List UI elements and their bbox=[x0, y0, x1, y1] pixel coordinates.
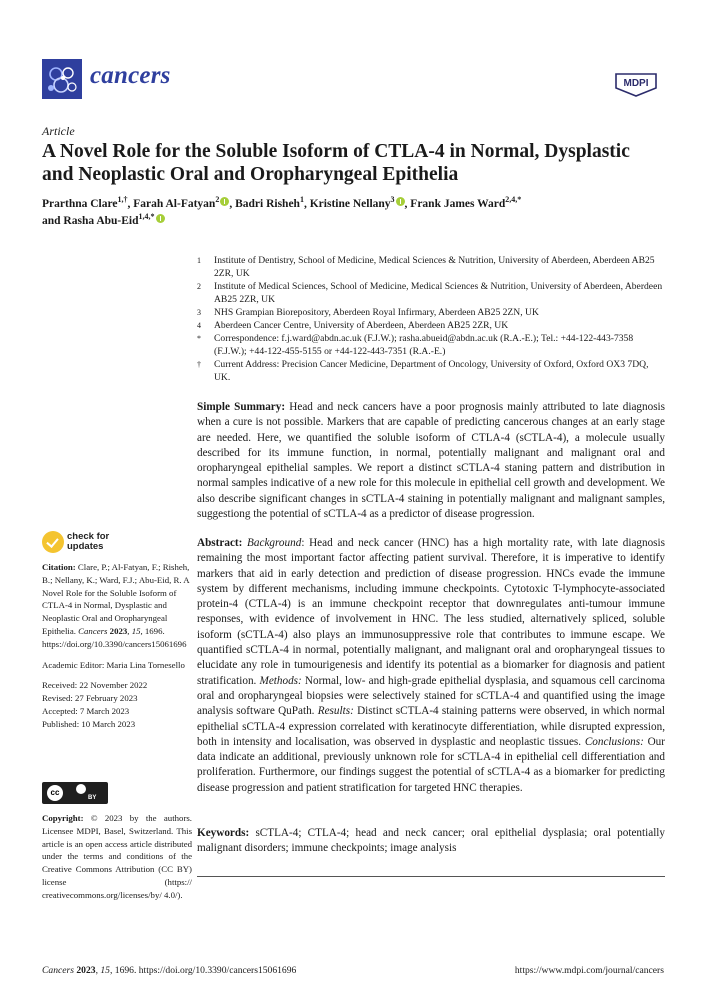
author-name: Farah Al-Fatyan bbox=[133, 198, 216, 210]
abstract-conclusions-label: Conclusions: bbox=[584, 735, 644, 748]
author-separator: , bbox=[229, 198, 236, 210]
orcid-icon[interactable] bbox=[396, 197, 405, 206]
simple-summary-label: Simple Summary: bbox=[197, 401, 286, 413]
citation-text: Clare, P.; Al-Fatyan, F.; Risheh, B.; Nellany, K.; Ward, F.J.; Abu-Eid, R. A Novel Role for the Soluble Isoform of CTLA-4 in Normal, Dysplastic and Neoplastic Oral and Oropharyngeal Epithelia. bbox=[42, 562, 190, 636]
keywords-label: Keywords: bbox=[197, 827, 250, 839]
citation-doi-link[interactable]: , 1696. https://doi.org/10.3390/cancers15061696 bbox=[42, 625, 187, 649]
mdpi-logo-text: MDPI bbox=[623, 78, 649, 89]
abstract-label: Abstract: bbox=[197, 537, 243, 549]
author-affil-sup: 1,4,* bbox=[138, 212, 155, 222]
affiliation-mark: 1 bbox=[197, 256, 201, 265]
copyright-text: © 2023 by the authors. Licensee MDPI, Basel, Switzerland. This article is an open access article distributed under the terms and conditions of the Creative Commons Attribution (CC BY) license (https:// creativecommons.org/licenses/by/ 4.0/). bbox=[42, 813, 192, 900]
author-affil-sup: 1,† bbox=[117, 195, 128, 205]
article-type: Article bbox=[42, 124, 75, 138]
author-name: Kristine Nellany bbox=[309, 198, 391, 210]
affiliation-text: Aberdeen Cancer Centre, University of Aberdeen, Aberdeen AB25 2ZR, UK bbox=[214, 320, 509, 331]
article-info-sidebar bbox=[42, 561, 192, 731]
current-address-text: Current Address: Precision Cancer Medicine, Department of Oncology, University of Oxford, Oxford OX3 7DQ, UK. bbox=[214, 359, 649, 383]
copyright-label: Copyright: bbox=[42, 813, 84, 823]
check-for-updates-button[interactable] bbox=[42, 531, 109, 553]
section-divider bbox=[197, 876, 665, 877]
affiliation-mark: 3 bbox=[197, 308, 201, 317]
journal-name: cancers bbox=[90, 62, 171, 89]
footer-doi-link[interactable]: , 1696. https://doi.org/10.3390/cancers15061696 bbox=[109, 965, 297, 976]
attribution-person-icon bbox=[76, 784, 86, 794]
mdpi-logo-icon[interactable] bbox=[612, 70, 660, 98]
article-title: A Novel Role for the Soluble Isoform of CTLA-4 in Normal, Dysplastic and Neoplastic Oral and Oropharyngeal Epithelia bbox=[42, 141, 630, 185]
simple-summary bbox=[197, 400, 665, 522]
author-separator: , bbox=[127, 198, 134, 210]
footer-year: 2023 bbox=[73, 965, 96, 976]
abstract-conclusions-text: Our data indicate an additional, previously unknown role for sCTLA-4 in epithelial cell differentiation and proliferation. Furthermore, our findings suggest the potential of sCTLA-4 as a biomarker for predicting disease progression and patient stratification for targeted HNC therapies. bbox=[197, 735, 665, 794]
keywords-text: sCTLA-4; CTLA-4; head and neck cancer; oral epithelial dysplasia; oral potentially malignant disorders; immune checkpoints; image analysis bbox=[197, 827, 666, 855]
author-name: Badri Risheh bbox=[235, 198, 300, 210]
check-updates-line2: updates bbox=[67, 541, 104, 552]
abstract-methods-label: Methods: bbox=[259, 674, 302, 687]
copyright-notice bbox=[42, 812, 192, 902]
current-address-item bbox=[197, 358, 667, 384]
check-updates-label bbox=[67, 532, 109, 552]
affiliation-mark: * bbox=[197, 334, 201, 343]
abstract bbox=[197, 536, 665, 796]
abstract-methods-text: Normal, low- and high-grade epithelial dysplasia, and squamous cell carcinoma oral and oropharyngeal biopsies were selectively stained for sCTLA-4 and quantified using the image analysis software QuPath. bbox=[197, 674, 665, 718]
citation-year: 2023 bbox=[107, 625, 128, 636]
orcid-icon[interactable] bbox=[156, 214, 165, 223]
affiliation-item bbox=[197, 319, 667, 332]
keywords bbox=[197, 826, 665, 857]
affiliation-mark: 2 bbox=[197, 282, 201, 291]
affiliation-item bbox=[197, 280, 667, 306]
author-name: and Rasha Abu-Eid bbox=[42, 215, 139, 227]
citation-journal: Cancers bbox=[78, 625, 108, 636]
author-affil-sup: 1 bbox=[299, 195, 304, 205]
footer-citation bbox=[42, 965, 296, 976]
abstract-background-label: Background bbox=[247, 537, 302, 549]
author-affil-sup: 2 bbox=[215, 195, 220, 205]
abstract-results-text: Distinct sCTLA-4 staining patterns were observed, in which normal epithelial sCTLA-4 expression correlated with keratinocyte differentiation, while disrupted expression, both in intensity and localisation, was observed in dysplastic and neoplastic tissues. bbox=[197, 705, 666, 748]
correspondence-text[interactable]: Correspondence: f.j.ward@abdn.ac.uk (F.J.W.); rasha.abueid@abdn.ac.uk (R.A.-E.); Tel.: +44-122-443-7358 (F.J.W.); +44-122-455-5155 or +44-122-443-7351 (R.A.-E.) bbox=[214, 333, 634, 357]
cancers-logo-icon bbox=[42, 59, 82, 99]
footer-journal: Cancers bbox=[42, 965, 74, 976]
author-separator: , bbox=[404, 198, 411, 210]
footer-separator: , bbox=[95, 965, 101, 976]
abstract-results-label: Results: bbox=[317, 705, 354, 718]
correspondence-item bbox=[197, 332, 667, 358]
check-updates-line1: check for bbox=[67, 531, 110, 542]
affiliation-item bbox=[197, 254, 667, 280]
affiliation-mark: † bbox=[197, 360, 201, 369]
affiliation-mark: 4 bbox=[197, 321, 201, 330]
abstract-background-text: : Head and neck cancer (HNC) has a high mortality rate, with late diagnosis remaining the most important factor affecting patient survival. Therefore, it is imperative to identify markers that aid in early detection and prediction of disease progression. HNCs evade the immune system by different mechanisms, including immune checkpoints. Cytotoxic T-lymphocyte-associated protein-4 (CTLA-4) is an immune checkpoint receptor that downregulates anti-tumour immune responses, with evidence of involvement in HNC. The less studied, alternatively spliced, soluble isoform (sCTLA-4) also plays an immunosuppressive role that contributes to immune escape. We quantified sCTLA-4 in normal, potentially malignant, and malignant oral and oropharyngeal tissues to elucidate any role in tumourigenesis and identify its potential as a biomarker for diagnosis and patient stratification. bbox=[197, 537, 666, 687]
simple-summary-text: Head and neck cancers have a poor prognosis mainly attributed to late diagnosis when a cure is not possible. Markers that are capable of predicting cancerous changes at an early stage are needed. Here, we quantified the soluble isoform of CTLA-4 (sCTLA-4), a molecule usually described for its immune function, in normal, potentially malignant and malignant oral and oropharyngeal epithelial samples. We report a distinct sCTLA-4 staning pattern and distribution in normal samples indicative of a new role for this molecule in epithelial cell growth and development. We also describe significant changes in sCTLA-4 staining in potentially malignant and malignant samples, suggestiong the potential of sCTLA-4 as a predictor of disease progression. bbox=[197, 401, 666, 521]
citation-volume: 15 bbox=[131, 625, 141, 636]
date-received: Received: 22 November 2022 bbox=[42, 680, 148, 691]
affiliation-item bbox=[197, 306, 667, 319]
date-published: Published: 10 March 2023 bbox=[42, 718, 136, 729]
affiliation-text: Institute of Medical Sciences, School of Medicine, Medical Sciences & Nutrition, University of Aberdeen, Aberdeen AB25 2ZR, UK bbox=[214, 281, 663, 305]
author-affil-sup: 3 bbox=[390, 195, 395, 205]
author-name: Prarthna Clare bbox=[42, 198, 118, 210]
by-label: BY bbox=[88, 795, 97, 801]
cc-icon: cc bbox=[47, 785, 63, 801]
check-icon bbox=[42, 531, 64, 553]
citation bbox=[42, 561, 192, 651]
footer-journal-url[interactable]: https://www.mdpi.com/journal/cancers bbox=[514, 965, 664, 976]
footer-volume: 15 bbox=[100, 965, 110, 976]
author-affil-sup: 2,4,* bbox=[505, 195, 522, 205]
affiliation-text: NHS Grampian Biorepository, Aberdeen Royal Infirmary, Aberdeen AB25 2ZN, UK bbox=[214, 307, 539, 318]
date-revised: Revised: 27 February 2023 bbox=[42, 693, 138, 704]
author-separator: , bbox=[303, 198, 310, 210]
author-list bbox=[42, 196, 672, 230]
orcid-icon[interactable] bbox=[220, 197, 229, 206]
date-accepted: Accepted: 7 March 2023 bbox=[42, 705, 130, 716]
affiliation-text: Institute of Dentistry, School of Medicine, Medical Sciences & Nutrition, University of Aberdeen, Aberdeen AB25 2ZR, UK bbox=[214, 255, 655, 279]
affiliations bbox=[197, 254, 667, 384]
author-name: Frank James Ward bbox=[410, 198, 506, 210]
citation-separator: , bbox=[127, 625, 132, 636]
citation-label: Citation: bbox=[42, 562, 76, 572]
academic-editor: Academic Editor: Maria Lina Tornesello bbox=[42, 659, 185, 670]
